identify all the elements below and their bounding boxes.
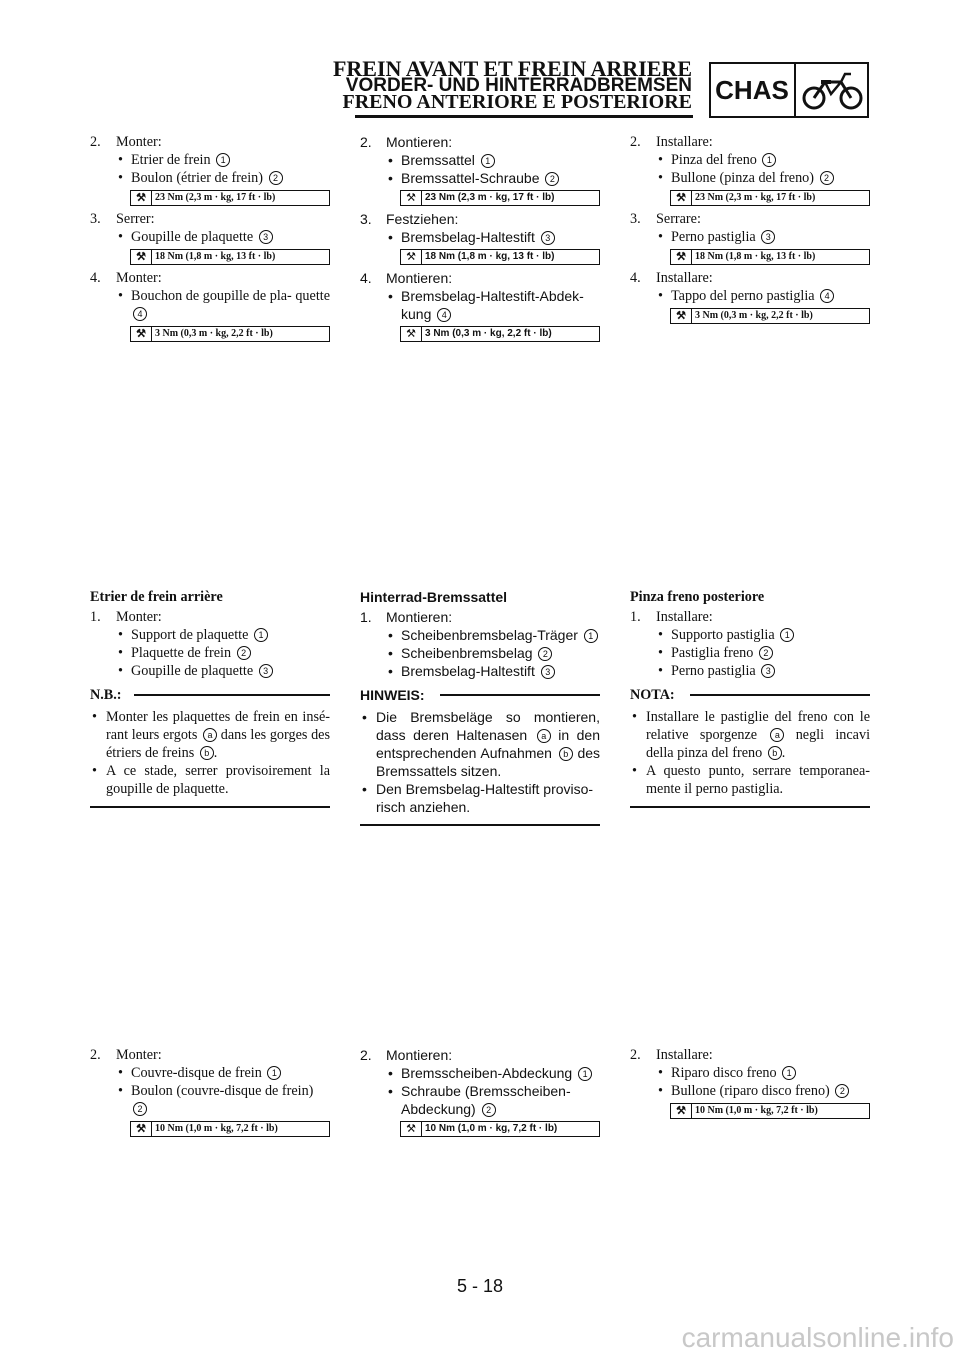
- note-rule: [440, 694, 600, 696]
- bullet-item: [90, 151, 330, 169]
- torque-spec: [130, 326, 330, 342]
- bullet-text: Riparo disco freno: [671, 1065, 777, 1081]
- wrench-icon: ⚒: [401, 1122, 422, 1136]
- step-number: 1.: [630, 609, 641, 625]
- section-heading: Pinza freno posteriore: [630, 589, 765, 605]
- step-number: 4.: [360, 270, 372, 286]
- step-text: Monter:: [116, 270, 162, 286]
- torque-spec: [130, 249, 330, 265]
- note-end-rule: [630, 806, 870, 808]
- step-number: 4.: [90, 270, 101, 286]
- header-rule: [355, 115, 693, 118]
- torque-spec: [400, 249, 600, 265]
- step-text: Monter:: [116, 134, 162, 150]
- torque-value: 3 Nm (0,3 m · kg, 2,2 ft · lb): [155, 328, 273, 339]
- torque-spec: [670, 1103, 870, 1119]
- bullet-text: Scheibenbremsbelag: [401, 645, 533, 661]
- step-number: 1.: [360, 609, 372, 625]
- callout-number: 3: [259, 230, 273, 244]
- bullet-item: [360, 662, 600, 680]
- step-line: [90, 133, 330, 151]
- bullet-text: Bremsbelag-Haltestift-Abdek- kung: [401, 288, 584, 322]
- note-text: in den entsprechenden Aufnahmen: [376, 727, 601, 761]
- step-line: [90, 608, 330, 626]
- bullet-item: [630, 1064, 870, 1082]
- callout-number: 3: [761, 664, 775, 678]
- callout-number: 2: [538, 647, 552, 661]
- torque-spec: [130, 1121, 330, 1137]
- bullet-text: Goupille de plaquette: [131, 663, 254, 679]
- callout-number: 1: [481, 154, 495, 168]
- step-line: [630, 608, 870, 626]
- torque-spec: [130, 190, 330, 206]
- wrench-icon: ⚒: [401, 250, 422, 264]
- note-end-rule: [90, 806, 330, 808]
- section-heading: Hinterrad-Bremssattel: [360, 589, 508, 605]
- bullet-text: Boulon (étrier de frein): [131, 170, 263, 186]
- callout-letter: a: [203, 728, 217, 742]
- note-rule: [690, 694, 870, 696]
- callout-number: 2: [269, 171, 283, 185]
- bullet-text: Tappo del perno pastiglia: [671, 288, 815, 304]
- note-text: .: [781, 745, 786, 761]
- note-text: Den Bremsbelag-Haltestift proviso- risch anziehen.: [376, 781, 594, 815]
- step-text: Serrare:: [656, 211, 701, 227]
- bullet-text: Couvre-disque de frein: [131, 1065, 262, 1081]
- it-section-3: [630, 1046, 870, 1123]
- step-line: [360, 1046, 600, 1064]
- step-line: [90, 210, 330, 228]
- bullet-text: Bouchon de goupille de pla- quette: [131, 288, 330, 304]
- step-text: Montieren:: [386, 134, 453, 150]
- step-line: [360, 133, 600, 151]
- note-label: HINWEIS:: [360, 687, 425, 703]
- callout-letter: b: [200, 746, 214, 760]
- note-text: Installare le pastiglie del freno con le relative sporgenze: [646, 709, 870, 743]
- callout-number: 2: [820, 171, 834, 185]
- bullet-item: [630, 169, 870, 187]
- bullet-text: Perno pastiglia: [671, 663, 756, 679]
- note-header: [360, 686, 600, 704]
- page-number: 5 - 18: [456, 1276, 504, 1296]
- de-section-3: [360, 1046, 600, 1141]
- torque-spec: [670, 308, 870, 324]
- bullet-item: [90, 662, 330, 680]
- section-tag-divider: [794, 64, 796, 116]
- callout-number: 2: [482, 1103, 496, 1117]
- callout-letter: a: [537, 729, 551, 743]
- callout-number: 1: [216, 153, 230, 167]
- bullet-text: Perno pastiglia: [671, 229, 756, 245]
- note-item: [360, 780, 600, 816]
- step-text: Montieren:: [386, 270, 453, 286]
- note-item: [630, 708, 870, 762]
- step-number: 4.: [630, 270, 641, 286]
- it-section-1: [630, 133, 870, 328]
- step-text: Montieren:: [386, 609, 453, 625]
- motorcycle-icon: [801, 70, 865, 112]
- bullet-item: [630, 626, 870, 644]
- bullet-item: [360, 626, 600, 644]
- section-heading: Etrier de frein arrière: [90, 589, 223, 605]
- callout-number: 2: [835, 1084, 849, 1098]
- bullet-item: [360, 151, 600, 169]
- bullet-item: [360, 287, 600, 323]
- bullet-text: Boulon (couvre-disque de frein): [131, 1083, 314, 1099]
- de-section-2: [360, 588, 600, 826]
- bullet-text: Schraube (Bremsscheiben- Abdeckung): [401, 1083, 571, 1117]
- bullet-text: Scheibenbremsbelag-Träger: [401, 627, 578, 643]
- bullet-text: Support de plaquette: [131, 627, 249, 643]
- bullet-item: [90, 228, 330, 246]
- bullet-item: [90, 1064, 330, 1082]
- step-line: [630, 1046, 870, 1064]
- step-number: 3.: [360, 211, 372, 227]
- step-line: [630, 133, 870, 151]
- header-title-fr: FREIN AVANT ET FREIN ARRIERE: [332, 56, 692, 81]
- bullet-item: [630, 151, 870, 169]
- callout-number: 1: [254, 628, 268, 642]
- note-header: [90, 686, 330, 704]
- callout-number: 1: [762, 153, 776, 167]
- header-title-de: VORDER- UND HINTERRADBREMSEN: [345, 75, 692, 96]
- note-end-rule: [360, 824, 600, 826]
- callout-number: 1: [782, 1066, 796, 1080]
- torque-value: 10 Nm (1,0 m · kg, 7,2 ft · lb): [425, 1123, 558, 1134]
- step-line: [90, 269, 330, 287]
- step-number: 2.: [360, 134, 372, 150]
- wrench-icon: ⚒: [131, 327, 152, 341]
- torque-value: 18 Nm (1,8 m · kg, 13 ft · lb): [695, 251, 816, 262]
- torque-value: 3 Nm (0,3 m · kg, 2,2 ft · lb): [695, 310, 813, 321]
- step-number: 1.: [90, 609, 101, 625]
- step-text: Monter:: [116, 1047, 162, 1063]
- de-section-1: [360, 133, 600, 346]
- note-label: N.B.:: [90, 687, 122, 703]
- wrench-icon: ⚒: [131, 191, 152, 205]
- step-text: Installare:: [656, 270, 713, 286]
- callout-number: 3: [259, 664, 273, 678]
- bullet-item: [630, 287, 870, 305]
- callout-number: 4: [820, 289, 834, 303]
- step-line: [630, 210, 870, 228]
- bullet-item: [630, 228, 870, 246]
- torque-value: 18 Nm (1,8 m · kg, 13 ft · lb): [155, 251, 276, 262]
- bullet-item: [90, 287, 330, 323]
- fr-section-2: [90, 588, 330, 808]
- torque-value: 10 Nm (1,0 m · kg, 7,2 ft · lb): [695, 1105, 818, 1116]
- callout-number: 2: [759, 646, 773, 660]
- wrench-icon: ⚒: [671, 250, 692, 264]
- note-text: Monter les plaquettes de frein en insé- rant leurs ergots: [106, 709, 330, 743]
- note-label: NOTA:: [630, 687, 675, 703]
- bullet-item: [360, 644, 600, 662]
- step-text: Serrer:: [116, 211, 155, 227]
- torque-value: 23 Nm (2,3 m · kg, 17 ft · lb): [155, 192, 276, 203]
- step-line: [360, 608, 600, 626]
- bullet-item: [630, 662, 870, 680]
- step-text: Installare:: [656, 134, 713, 150]
- torque-value: 10 Nm (1,0 m · kg, 7,2 ft · lb): [155, 1123, 278, 1134]
- step-number: 2.: [90, 1047, 101, 1063]
- bullet-text: Pinza del freno: [671, 152, 757, 168]
- note-text: des Bremssattels sitzen.: [376, 745, 601, 779]
- step-line: [630, 269, 870, 287]
- bullet-item: [90, 626, 330, 644]
- bullet-text: Bullone (pinza del freno): [671, 170, 815, 186]
- note-header: [630, 686, 870, 704]
- callout-letter: a: [770, 728, 784, 742]
- note-text: negli incavi della pinza del freno: [646, 727, 871, 761]
- section-tag-box: [709, 62, 869, 118]
- callout-number: 2: [545, 172, 559, 186]
- bullet-text: Etrier de frein: [131, 152, 211, 168]
- bullet-item: [630, 644, 870, 662]
- callout-number: 2: [237, 646, 251, 660]
- note-item: [360, 708, 600, 780]
- step-text: Monter:: [116, 609, 162, 625]
- callout-number: 1: [267, 1066, 281, 1080]
- wrench-icon: ⚒: [671, 1104, 692, 1118]
- callout-number: 3: [541, 665, 555, 679]
- step-text: Festziehen:: [386, 211, 459, 227]
- step-number: 2.: [360, 1047, 372, 1063]
- torque-value: 18 Nm (1,8 m · kg, 13 ft · lb): [425, 251, 555, 262]
- note-text: A ce stade, serrer provisoirement la goupille de plaquette.: [106, 763, 330, 797]
- step-line: [90, 1046, 330, 1064]
- bullet-text: Bremsscheiben-Abdeckung: [401, 1065, 573, 1081]
- fr-section-3: [90, 1046, 330, 1141]
- wrench-icon: ⚒: [671, 191, 692, 205]
- callout-number: 3: [541, 231, 555, 245]
- bullet-item: [360, 1082, 600, 1118]
- bullet-text: Goupille de plaquette: [131, 229, 254, 245]
- callout-number: 3: [761, 230, 775, 244]
- bullet-item: [630, 1082, 870, 1100]
- step-text: Montieren:: [386, 1047, 453, 1063]
- wrench-icon: ⚒: [671, 309, 692, 323]
- torque-spec: [670, 190, 870, 206]
- wrench-icon: ⚒: [131, 1122, 152, 1136]
- callout-number: 1: [780, 628, 794, 642]
- step-number: 3.: [90, 211, 101, 227]
- bullet-text: Bremsbelag-Haltestift: [401, 663, 535, 679]
- it-section-2: [630, 588, 870, 808]
- bullet-item: [360, 228, 600, 246]
- bullet-text: Bullone (riparo disco freno): [671, 1083, 830, 1099]
- wrench-icon: ⚒: [401, 327, 422, 341]
- bullet-text: Pastiglia freno: [671, 645, 754, 661]
- torque-spec: [400, 1121, 600, 1137]
- bullet-item: [90, 169, 330, 187]
- bullet-text: Supporto pastiglia: [671, 627, 775, 643]
- header-title-it: FRENO ANTERIORE E POSTERIORE: [342, 91, 692, 113]
- note-text: .: [213, 745, 218, 761]
- step-line: [360, 269, 600, 287]
- step-number: 2.: [90, 134, 101, 150]
- note-rule: [134, 694, 330, 696]
- callout-number: 1: [578, 1067, 592, 1081]
- torque-spec: [400, 190, 600, 206]
- wrench-icon: ⚒: [401, 191, 422, 205]
- bullet-text: Bremssattel-Schraube: [401, 170, 540, 186]
- note-item: [630, 762, 870, 798]
- bullet-text: Bremsbelag-Haltestift: [401, 229, 535, 245]
- wrench-icon: ⚒: [131, 250, 152, 264]
- torque-spec: [400, 326, 600, 342]
- bullet-text: Bremssattel: [401, 152, 475, 168]
- callout-letter: b: [559, 747, 573, 761]
- bullet-item: [360, 1064, 600, 1082]
- bullet-item: [360, 169, 600, 187]
- note-text: dans les gorges des étriers de freins: [106, 727, 330, 761]
- bullet-item: [90, 644, 330, 662]
- step-number: 3.: [630, 211, 641, 227]
- note-item: [90, 762, 330, 798]
- bullet-text: Plaquette de frein: [131, 645, 232, 661]
- section-tag: CHAS: [715, 75, 789, 105]
- torque-spec: [670, 249, 870, 265]
- step-number: 2.: [630, 134, 641, 150]
- callout-number: 1: [584, 629, 598, 643]
- callout-number: 4: [133, 307, 147, 321]
- note-text: Die Bremsbeläge so montieren, dass deren Haltenasen: [376, 709, 600, 743]
- step-text: Installare:: [656, 1047, 713, 1063]
- fr-section-1: [90, 133, 330, 346]
- torque-value: 3 Nm (0,3 m · kg, 2,2 ft · lb): [425, 328, 552, 339]
- callout-letter: b: [768, 746, 782, 760]
- note-text: A questo punto, serrare temporanea- mente il perno pastiglia.: [646, 763, 870, 797]
- step-number: 2.: [630, 1047, 641, 1063]
- callout-number: 4: [437, 308, 451, 322]
- bullet-item: [90, 1082, 330, 1118]
- note-item: [90, 708, 330, 762]
- step-text: Installare:: [656, 609, 713, 625]
- torque-value: 23 Nm (2,3 m · kg, 17 ft · lb): [695, 192, 816, 203]
- callout-number: 2: [133, 1102, 147, 1116]
- torque-value: 23 Nm (2,3 m · kg, 17 ft · lb): [425, 192, 555, 203]
- step-line: [360, 210, 600, 228]
- watermark: carmanualsonline.info: [681, 1322, 954, 1353]
